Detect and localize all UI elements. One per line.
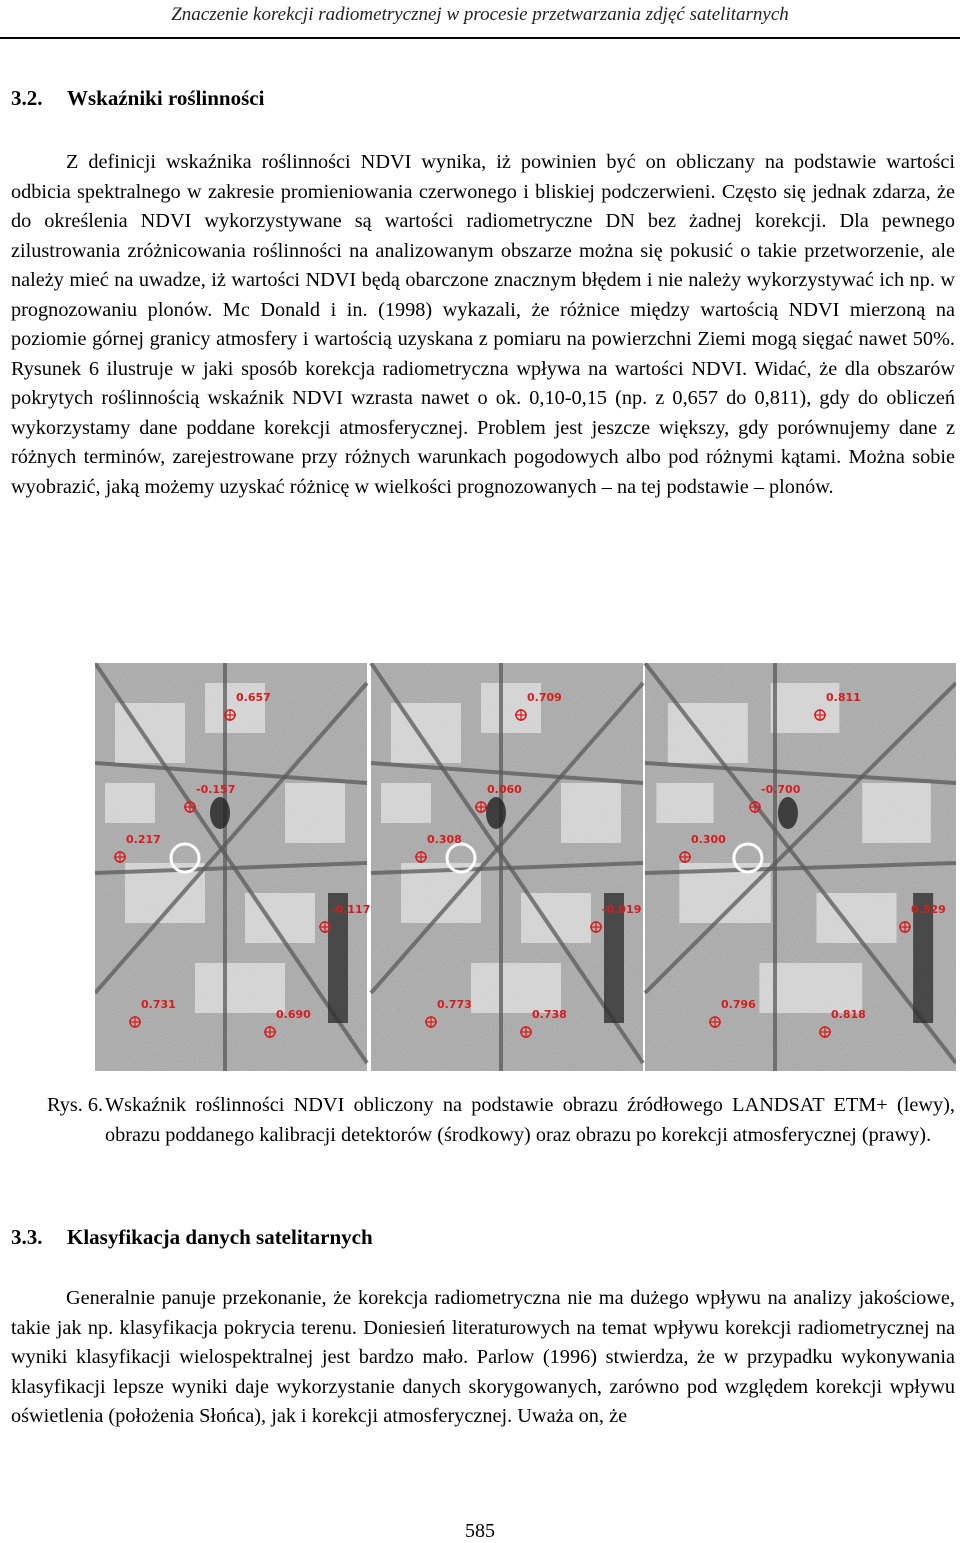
ndvi-panel-2: [371, 663, 643, 1071]
section-number: 3.3.: [11, 1225, 43, 1249]
ndvi-value-label: 0.060: [487, 783, 522, 796]
bright-area: [561, 783, 621, 843]
section-heading-3-3: [11, 1225, 373, 1250]
ndvi-value-label: -0.700: [761, 783, 801, 796]
ndvi-value-label: -0.117: [331, 903, 371, 916]
ndvi-value-label: 0.308: [427, 833, 462, 846]
section-title: Wskaźniki roślinności: [67, 86, 265, 110]
bright-area: [195, 963, 285, 1013]
ndvi-panel-3: [645, 663, 956, 1071]
paragraph-text: Generalnie panuje przekonanie, że korekcja radiometryczna nie ma dużego wpływu na analizy jakościowe, takie jak np. klasyfikacja pokrycia terenu. Doniesień literaturowych na temat wpływu korekcji radiometrycznej na wyniki klasyfikacji wielospektralnej jest bardzo mało. Parlow (1996) stwierdza, że w przypadku wykonywania klasyfikacji lepsze wyniki daje wykorzystanie danych skorygowanych, zarówno pod względem korekcji wpływu oświetlenia (położenia Słońca), jak i korekcji atmosferycznej. Uważa on, że: [11, 1287, 955, 1427]
bright-area: [115, 703, 185, 763]
caption-label: Rys. 6.: [47, 1094, 104, 1116]
figure-caption: [47, 1090, 955, 1150]
ndvi-value-label: 0.217: [126, 833, 161, 846]
ndvi-value-label: 0.731: [141, 998, 176, 1011]
caption-text: Wskaźnik roślinności NDVI obliczony na podstawie obrazu źródłowego LANDSAT ETM+ (lewy), obrazu poddanego kalibracji detektorów (środkowy) oraz obrazu po korekcji atmosferycznej (prawy).: [105, 1094, 955, 1146]
ndvi-value-label: 0.738: [532, 1008, 567, 1021]
ndvi-value-label: 0.773: [437, 998, 472, 1011]
bright-area: [381, 783, 431, 823]
ndvi-value-label: 0.690: [276, 1008, 311, 1021]
header-rule: [0, 37, 960, 39]
dark-spot: [210, 797, 230, 829]
ndvi-value-label: 0.796: [721, 998, 756, 1011]
ndvi-value-label: 0.300: [691, 833, 726, 846]
ndvi-value-label: 0.811: [826, 691, 861, 704]
ndvi-value-label: -0.019: [602, 903, 642, 916]
bright-area: [285, 783, 345, 843]
ndvi-value-label: -0.157: [196, 783, 236, 796]
bright-area: [656, 783, 713, 823]
section-heading-3-2: [11, 86, 264, 111]
ndvi-value-label: 0.657: [236, 691, 271, 704]
ndvi-figure: [95, 663, 956, 1071]
bright-area: [862, 783, 931, 843]
section-number: 3.2.: [11, 86, 43, 110]
paragraph-text: Z definicji wskaźnika roślinności NDVI wynika, iż powinien być on obliczany na podstawie wartości odbicia spektralnego w zakresie promieniowania czerwonego i bliskiej podczerwieni. Często się jednak zdarza, że do określenia NDVI wykorzystywane są wartości radiometryczne DN bez żadnej korekcji. Dla pewnego zilustrowania zróżnicowania roślinności na analizowanym obszarze można się pokusić o takie przetworzenie, ale należy mieć na uwadze, iż wartości NDVI będą obarczone znacznym błędem i nie należy wykorzystywać ich np. w prognozowaniu plonów. Mc Donald i in. (1998) wykazali, że różnice między wartością NDVI mierzoną na poziomie górnej granicy atmosfery i wartością uzyskana z pomiaru na powierzchni Ziemi mogą sięgać nawet 50%. Rysunek 6 ilustruje w jaki sposób korekcja radiometryczna wpływa na wartości NDVI. Widać, że dla obszarów pokrytych roślinnością wskaźnik NDVI wzrasta nawet o ok. 0,10-0,15 (np. z 0,657 do 0,811), gdy do obliczeń wykorzystamy dane poddane korekcji atmosferycznej. Problem jest jeszcze większy, gdy porównujemy dane z różnych terminów, zarejestrowane przy różnych warunkach pogodowych albo pod różnymi kątami. Można sobie wyobrazić, jaką możemy uzyskać różnicę w wielkości prognozowanych – na tej podstawie – plonów.: [11, 151, 955, 498]
section-title: Klasyfikacja danych satelitarnych: [67, 1225, 373, 1249]
ndvi-value-label: 0.529: [911, 903, 946, 916]
dark-spot: [778, 797, 798, 829]
ndvi-figure-image: [95, 663, 956, 1071]
bright-area: [391, 703, 461, 763]
ndvi-value-label: 0.709: [527, 691, 562, 704]
bright-area: [105, 783, 155, 823]
section-3-2-paragraph: [11, 148, 955, 502]
running-head: Znaczenie korekcji radiometrycznej w procesie przetwarzania zdjęć satelitarnych: [171, 4, 789, 25]
dark-spot: [486, 797, 506, 829]
section-3-3-paragraph: [11, 1284, 955, 1432]
page-number: 585: [465, 1520, 495, 1542]
ndvi-value-label: 0.818: [831, 1008, 866, 1021]
bright-area: [668, 703, 748, 763]
bright-area: [471, 963, 561, 1013]
ndvi-panel-1: [95, 663, 370, 1071]
